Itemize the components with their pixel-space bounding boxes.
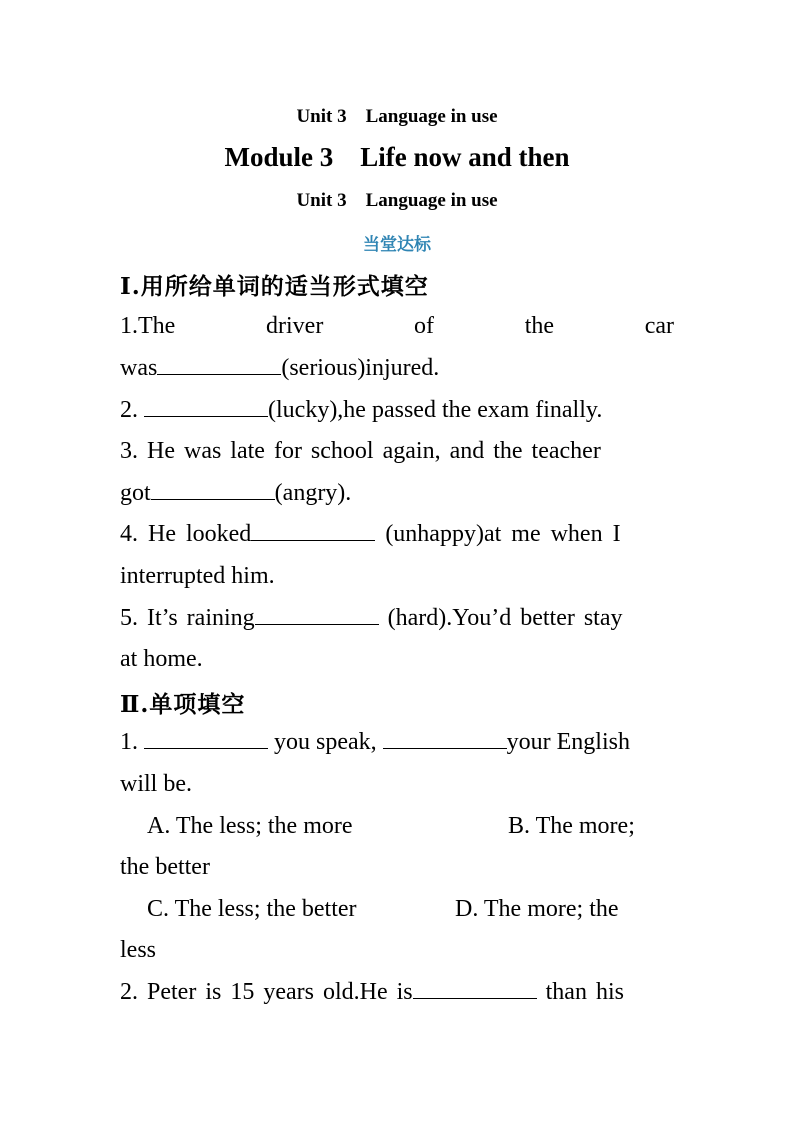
mc2-prefix: 2. Peter is 15 years old.He is <box>120 979 413 1005</box>
mc1-option-b[interactable]: B. The more; <box>508 813 635 839</box>
module-title: Module 3 Life now and then <box>224 142 570 172</box>
mc1-line-1 <box>120 728 674 756</box>
q5-suffix: (hard).You’d better stay <box>378 605 623 631</box>
q5-line-1 <box>120 604 674 632</box>
q1-word: car <box>644 313 674 339</box>
section-1-title: Ⅰ.用所给单词的适当形式填空 <box>120 273 429 300</box>
unit-heading-sub: Unit 3 Language in use <box>296 190 498 211</box>
q1-word: of <box>414 313 434 339</box>
q1-blank[interactable] <box>157 354 281 375</box>
q2-line <box>120 396 674 424</box>
mc1-blank-1[interactable] <box>144 728 268 749</box>
mc2-line-1 <box>120 978 674 1006</box>
section-2-title: Ⅱ.单项填空 <box>120 691 246 718</box>
q3-blank[interactable] <box>151 479 275 500</box>
mc1-option-c[interactable]: C. The less; the better <box>147 896 357 922</box>
q5-blank[interactable] <box>255 604 379 625</box>
q1-word: driver <box>266 313 324 339</box>
mc1-blank-2[interactable] <box>383 728 507 749</box>
mc2-suffix: than his <box>536 979 624 1005</box>
q4-line-1 <box>120 520 674 548</box>
mc1-option-a[interactable]: A. The less; the more <box>147 813 353 839</box>
mc2-blank[interactable] <box>413 978 537 999</box>
q4-prefix: 4. He looked <box>120 521 252 547</box>
mc1-prefix: 1. <box>120 729 144 755</box>
q5-line-2: at home. <box>120 646 203 672</box>
q4-line-2: interrupted him. <box>120 563 275 589</box>
q3-suffix: (angry). <box>274 480 352 506</box>
unit-heading-top: Unit 3 Language in use <box>296 106 498 127</box>
q1-line-1 <box>120 312 674 340</box>
q4-blank[interactable] <box>251 520 375 541</box>
q1-word: 1.The <box>120 313 176 339</box>
q1-word: the <box>524 313 555 339</box>
q2-suffix: (lucky),he passed the exam finally. <box>268 397 603 423</box>
q5-prefix: 5. It’s raining <box>120 605 255 631</box>
mc1-option-b-continued: the better <box>120 854 210 880</box>
section-tag: 当堂达标 <box>363 235 431 255</box>
q1-suffix: (serious)injured. <box>281 355 440 381</box>
q1-prefix: was <box>120 355 158 381</box>
mc1-option-d[interactable]: D. The more; the <box>455 896 619 922</box>
q2-blank[interactable] <box>144 396 268 417</box>
mc1-line-2: will be. <box>120 771 192 797</box>
q1-line-2 <box>120 354 674 382</box>
mc1-suffix: your English <box>506 729 630 755</box>
q3-text: 3. He was late for school again, and the teacher <box>120 438 601 464</box>
q3-line-1 <box>120 437 674 465</box>
q3-prefix: got <box>120 480 151 506</box>
q2-prefix: 2. <box>120 397 144 423</box>
mc1-option-d-continued: less <box>120 937 156 963</box>
q4-suffix: (unhappy)at me when I <box>375 521 621 547</box>
q3-line-2 <box>120 479 674 507</box>
mc1-middle: you speak, <box>268 729 383 755</box>
